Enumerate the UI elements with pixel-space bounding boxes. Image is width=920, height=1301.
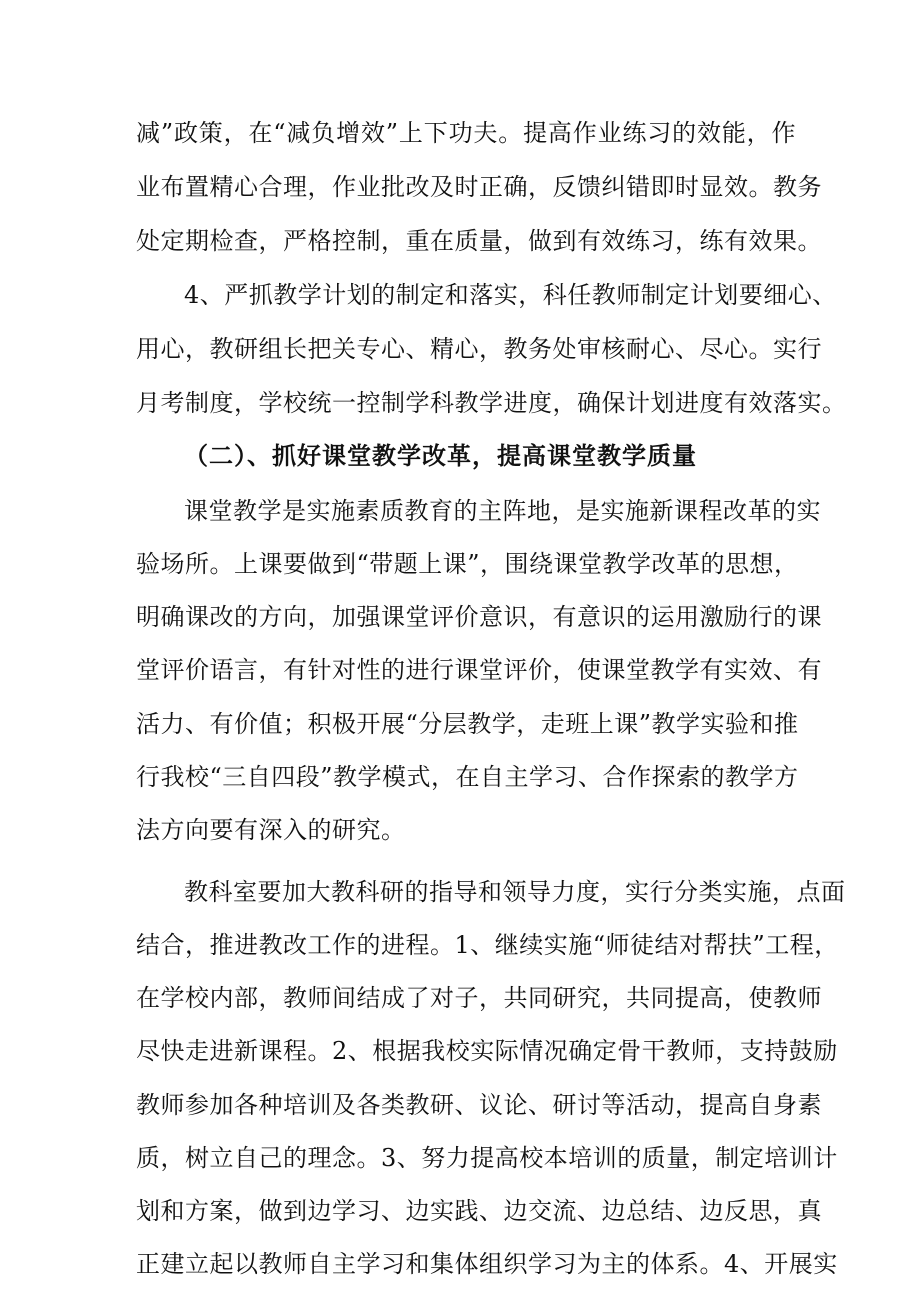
text-line: 课堂教学是实施素质教育的主阵地，是实施新课程改革的实: [184, 497, 821, 525]
text-line: 明确课改的方向，加强课堂评价意识，有意识的运用激励行的课: [136, 603, 822, 631]
text-line: 结合，推进教改工作的进程。1、继续实施“师徒结对帮扶”工程，: [136, 931, 839, 959]
text-line: 教师参加各种培训及各类教研、议论、研讨等活动，提高自身素: [136, 1091, 822, 1119]
text-line: 活力、有价值；积极开展“分层教学，走班上课”教学实验和推: [136, 710, 799, 738]
text-line: 行我校“三自四段”教学模式，在自主学习、合作探索的教学方: [136, 763, 799, 791]
text-line: 验场所。上课要做到“带题上课”，围绕课堂教学改革的思想，: [136, 550, 799, 578]
text-line: 业布置精心合理，作业批改及时正确，反馈纠错即时显效。教务: [136, 173, 822, 201]
section-heading: （二）、抓好课堂教学改革，提高课堂教学质量: [184, 441, 697, 470]
text-line: 处定期检查，严格控制，重在质量，做到有效练习，练有效果。: [136, 227, 822, 255]
text-line: 尽快走进新课程。2、根据我校实际情况确定骨干教师，支持鼓励: [136, 1037, 838, 1065]
text-line: 质，树立自己的理念。3、努力提高校本培训的质量，制定培训计: [136, 1144, 838, 1172]
text-line: 法方向要有深入的研究。: [136, 816, 406, 844]
text-line: 堂评价语言，有针对性的进行课堂评价，使课堂教学有实效、有: [136, 656, 822, 684]
text-line: 正建立起以教师自主学习和集体组织学习为主的体系。4、开展实: [136, 1250, 838, 1278]
text-line: 教科室要加大教科研的指导和领导力度，实行分类实施，点面: [184, 878, 846, 906]
text-line: 在学校内部，教师间结成了对子，共同研究，共同提高，使教师: [136, 984, 822, 1012]
text-line: 划和方案，做到边学习、边实践、边交流、边总结、边反思，真: [136, 1197, 822, 1225]
text-line: 减”政策，在“减负增效”上下功夫。提高作业练习的效能，作: [136, 119, 796, 147]
text-line: 用心，教研组长把关专心、精心，教务处审核耐心、尽心。实行: [136, 335, 822, 363]
text-line: 4、严抓教学计划的制定和落实，科任教师制定计划要细心、: [184, 281, 837, 309]
text-line: 月考制度，学校统一控制学科教学进度，确保计划进度有效落实。: [136, 389, 847, 417]
